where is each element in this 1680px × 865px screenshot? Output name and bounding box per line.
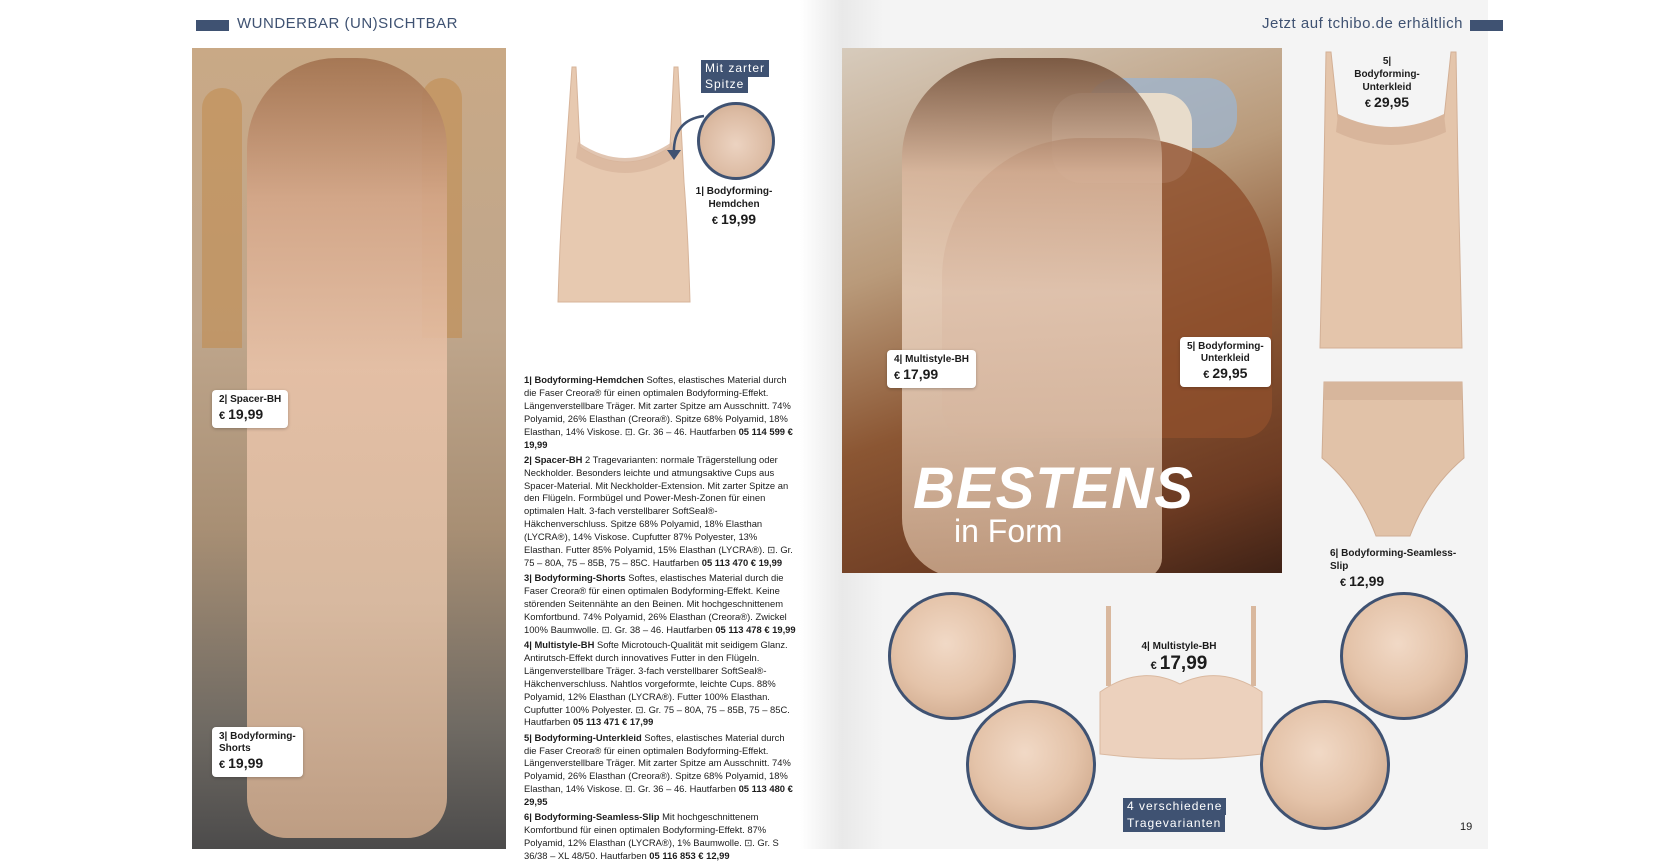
variants-callout-line2: Tragevarianten [1123,815,1225,832]
shorts-price-tag: 3| Bodyforming- Shorts € 19,99 [212,727,303,777]
variant-circle [1260,700,1390,830]
spacer-name: 2| Spacer-BH [219,394,282,405]
unterkleid-price: 29,95 [1212,365,1248,381]
slip-name: 6| Bodyforming-Seamless-Slip [1330,548,1457,572]
spacer-price-tag: 2| Spacer-BH € 19,99 [212,390,288,428]
description-item: 4| Multistyle-BH Softe Microtouch-Qualität mit seidigem Glanz. Antirutsch-Effekt durch innovatives Futter in den Flügeln. Längenverstellbare Träger. 3-fach verstellbarer SoftSeal®-Häkchenverschluss. Nahtlos vorgeformte, leichte Cups. 88% Polyamid, 12% Elasthan (LYCRA®). Futter 100% Elasthan. Cupfutter 100% Polyester. ⊡. Gr. 75 – 80A, 75 – 85B, 75 – 85C. Hautfarben 05 113 471 € 17,99 [524,639,790,728]
multistyle-bra-product-image [1096,604,1266,764]
page-number: 19 [1460,821,1473,833]
unterkleid-label-name-1: 5| Bodyforming- [1354,56,1420,80]
lace-callout-line1: Mit zarter [701,60,769,77]
unterkleid-label-name-2: Unterkleid [1362,82,1412,93]
arrow-icon [664,112,708,162]
hemdchen-name-2: Hemdchen [708,199,760,210]
shorts-price: 19,99 [228,755,264,771]
multistyle-price: 17,99 [903,366,939,382]
unterkleid-name-2: Unterkleid [1200,353,1250,364]
model-figure [247,58,447,838]
variant-circle [1340,592,1468,720]
unterkleid-label-price: 29,95 [1374,94,1410,110]
currency: € [711,215,719,227]
unterkleid-price-tag: 5| Bodyforming- Unterkleid € 29,95 [1180,337,1271,387]
rattan-screen [202,88,242,348]
product-descriptions [524,374,796,865]
slip-product-image [1318,378,1468,543]
multistyle-bra-label: 4| Multistyle-BH € 17,99 [1134,640,1224,677]
shorts-name-1: 3| Bodyforming- [219,731,296,742]
unterkleid-label: 5| Bodyforming- Unterkleid € 29,95 [1352,55,1422,113]
shorts-name-2: Shorts [219,743,251,754]
hemdchen-label [694,185,774,230]
lace-detail-circle [697,102,775,180]
hemdchen-name-1: 1| Bodyforming- [695,186,773,197]
hemdchen-price: 19,99 [721,211,757,227]
description-item: 2| Spacer-BH 2 Tragevarianten: normale Trägerstellung oder Neckholder. Besonders leichte und atmungsaktive Cups aus Spacer-Material. Mit Neckholder-Extension. Mit zarter Spitze an den Flügeln. Formbügel und Power-Mesh-Zonen für einen optimalen Halt. 3-fach verstellbarer SoftSeal®-Häkchenverschluss. Spitze 68% Polyamid, 18% Elasthan (LYCRA®), 14% Viskose. Cupfutter 87% Polyester, 13% Elasthan. Futter 85% Polyamid, 15% Elasthan (LYCRA®). ⊡. Gr. 75 – 80A, 75 – 85B, 75 – 85C. Hautfarben 05 113 470 € 19,99 [524,453,793,568]
variant-circle [888,592,1016,720]
left-header-title: WUNDERBAR (UN)SICHTBAR [237,15,458,32]
slip-price: 12,99 [1349,573,1385,589]
right-header-bar [1470,20,1503,31]
multistyle-bra-name: 4| Multistyle-BH [1141,641,1217,652]
description-item: 5| Bodyforming-Unterkleid Softes, elastisches Material durch die Faser Creora® für einen optimalen Bodyforming-Effekt. Längenverstellbare Träger. Mit zarter Spitze am Ausschnitt. 74% Polyamid, 26% Elasthan (Creora®). Spitze 68% Polyamid, 18% Elasthan, 14% Viskose. ⊡. Gr. 36 – 46. Hautfarben 05 113 480 € 29,95 [524,731,793,808]
slip-label: 6| Bodyforming-Seamless-Slip € 12,99 [1330,547,1470,592]
lace-callout-line2: Spitze [701,76,748,93]
hero-subline: in Form [954,513,1063,549]
right-header-title: Jetzt auf tchibo.de erhältlich [1262,15,1463,32]
unterkleid-name-1: 5| Bodyforming- [1187,341,1264,352]
spacer-price: 19,99 [228,406,264,422]
variant-circle [966,700,1096,830]
hero-headline: BESTENS [913,456,1194,521]
description-item: 3| Bodyforming-Shorts Softes, elastisches Material durch die Faser Creora® für einen optimalen Bodyforming-Effekt. Keine störenden Seitennähte an den Beinen. Mit hochgeschnittenem Komfortbund. 74% Polyamid, 26% Elasthan (Creora®). Zwickel 100% Baumwolle. ⊡. Gr. 38 – 46. Hautfarben 05 113 478 € 19,99 [524,572,796,635]
multistyle-name: 4| Multistyle-BH [894,354,970,365]
hemdchen-product-image [550,62,700,307]
description-item: 1| Bodyforming-Hemdchen Softes, elastisches Material durch die Faser Creora® für einen optimalen Bodyforming-Effekt. Längenverstellbare Träger. Mit zarter Spitze am Ausschnitt. 74% Polyamid, 26% Elasthan (Creora®). Spitze 68% Polyamid, 18% Elasthan, 14% Viskose. ⊡. Gr. 36 – 46. Hautfarben 05 114 599 € 19,99 [524,374,793,450]
variants-callout-line1: 4 verschiedene [1123,798,1226,815]
multistyle-price-tag: 4| Multistyle-BH € 17,99 [887,350,976,388]
multistyle-bra-price: 17,99 [1159,653,1208,674]
left-header-bar [196,20,229,31]
description-item: 6| Bodyforming-Seamless-Slip Mit hochgeschnittenem Komfortbund für einen optimalen Bodyforming-Effekt. 87% Polyamid, 12% Elasthan (LYCRA®), 1% Baumwolle. ⊡. Gr. S 36/38 – XL 48/50. Hautfarben 05 116 853 € 12,99 [524,811,779,862]
